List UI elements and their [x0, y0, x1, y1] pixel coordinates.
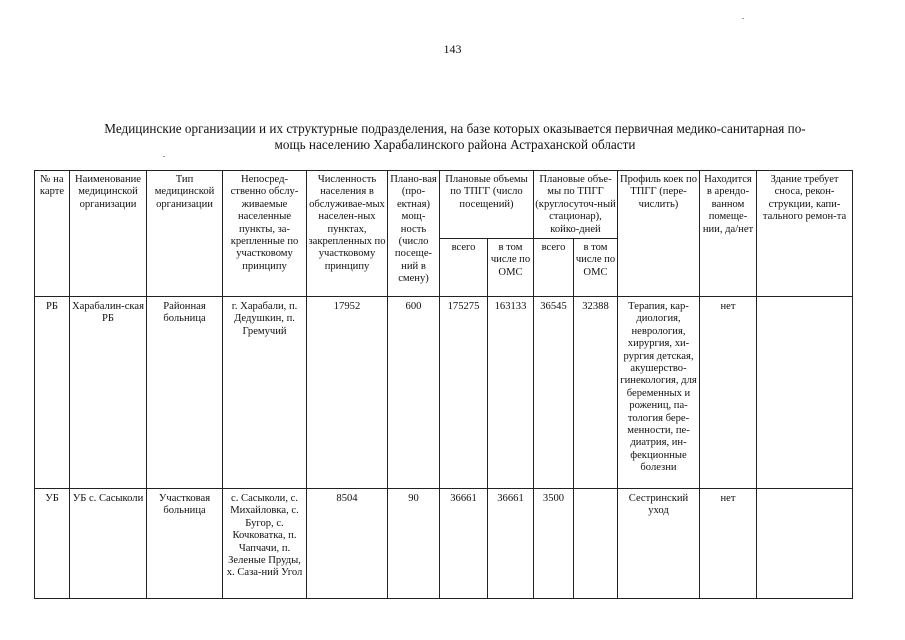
cell-rebuild: [757, 489, 853, 599]
header-capacity: Плано-вая (про-ектная) мощ-ность (число посеще-ний в смену): [388, 171, 440, 297]
cell-org-name: УБ с. Сасыколи: [70, 489, 147, 599]
cell-visits-total: 36661: [440, 489, 488, 599]
header-org-name: Наименование медицинской организации: [70, 171, 147, 297]
cell-daystay-oms: 32388: [574, 297, 618, 489]
cell-population: 17952: [307, 297, 388, 489]
scan-speck: [163, 156, 165, 157]
title-line-2: мощь населению Харабалинского района Астраханской области: [274, 137, 636, 152]
cell-visits-oms: 163133: [488, 297, 534, 489]
subheader-visits-total: всего: [440, 239, 488, 297]
cell-settlements: с. Сасыколи, с. Михайловка, с. Бугор, с. Кочковатка, п. Чапчачи, п. Зеленые Пруды, х. Саза-ний Угол: [223, 489, 307, 599]
cell-daystay-total: 36545: [534, 297, 574, 489]
cell-settlements: г. Харабали, п. Дедушкин, п. Гремучий: [223, 297, 307, 489]
table-row: [35, 297, 853, 489]
cell-rented: нет: [700, 489, 757, 599]
cell-population: 8504: [307, 489, 388, 599]
header-population: Численность населения в обслуживае-мых населен-ных пунктах, закрепленных по участковому принципу: [307, 171, 388, 297]
cell-visits-oms: 36661: [488, 489, 534, 599]
cell-rebuild: [757, 297, 853, 489]
header-daystay: Плановые объе-мы по ТПГГ (круглосуточ-ный стационар), койко-дней: [534, 171, 618, 239]
document-title: [60, 121, 850, 153]
header-settlements: Непосред-ственно обслу-живаемые населенные пункты, за-крепленные по участковому принципу: [223, 171, 307, 297]
cell-org-type: Участковая больница: [147, 489, 223, 599]
cell-map-no: РБ: [35, 297, 70, 489]
header-rebuild: Здание требует сноса, рекон-струкции, капи-тального ремон-та: [757, 171, 853, 297]
page-number: 143: [443, 42, 462, 56]
cell-capacity: 90: [388, 489, 440, 599]
header-visits: Плановые объемы по ТПГГ (число посещений): [440, 171, 534, 239]
scan-speck: [742, 18, 744, 19]
cell-org-name: Харабалин-ская РБ: [70, 297, 147, 489]
facilities-table: [34, 170, 853, 599]
cell-daystay-total: 3500: [534, 489, 574, 599]
cell-rented: нет: [700, 297, 757, 489]
cell-map-no: УБ: [35, 489, 70, 599]
cell-org-type: Районная больница: [147, 297, 223, 489]
cell-capacity: 600: [388, 297, 440, 489]
cell-visits-total: 175275: [440, 297, 488, 489]
subheader-daystay-total: всего: [534, 239, 574, 297]
table-header-row: [35, 171, 853, 239]
cell-beds-profile: Сестринский уход: [618, 489, 700, 599]
subheader-visits-oms: в том числе по ОМС: [488, 239, 534, 297]
header-rented: Находится в арендо-ванном помеще-нии, да/нет: [700, 171, 757, 297]
header-map-no: № на карте: [35, 171, 70, 297]
cell-beds-profile: Терапия, кар-диология, неврология, хирургия, хи-рургия детская, акушерство-гинекология, для беременных и рожениц, па-тология бере-менности, пе-диатрия, ин-фекционные болезни: [618, 297, 700, 489]
table-row: [35, 489, 853, 599]
title-line-1: Медицинские организации и их структурные подразделения, на базе которых оказывается первичная медико-санитарная по-: [104, 121, 806, 136]
subheader-daystay-oms: в том числе по ОМС: [574, 239, 618, 297]
header-beds-profile: Профиль коек по ТПГГ (пере-числить): [618, 171, 700, 297]
cell-daystay-oms: [574, 489, 618, 599]
header-org-type: Тип медицинской организации: [147, 171, 223, 297]
